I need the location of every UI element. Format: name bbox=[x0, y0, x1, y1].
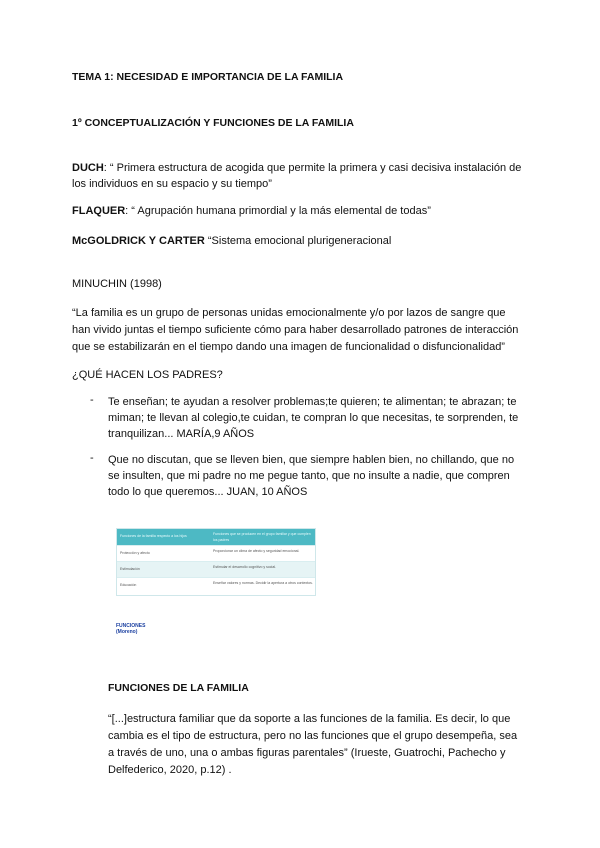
quote-line: Delfederico, 2020, p.12) . bbox=[108, 764, 232, 776]
table-cell: Protección y afecto bbox=[120, 551, 150, 555]
minuchin-line: que se estabilizarán en el tiempo dando una imagen de funcionalidad o disfuncionalidad” bbox=[72, 341, 505, 353]
quote-line: a través de uno, una o ambas figuras parentales” (Irueste, Guatrochi, Pachecho y bbox=[108, 747, 506, 759]
functions-quote bbox=[108, 711, 534, 779]
table-header-cell: Funciones que se producen en el grupo familiar y que cumplen los padres bbox=[213, 532, 311, 542]
table-cell: Estimular el desarrollo cognitivo y social. bbox=[213, 565, 277, 569]
author-flaquer: FLAQUER bbox=[72, 205, 126, 217]
minuchin-line: han vivido juntas el tiempo suficiente cómo para haber desarrollado patrones de interacción bbox=[72, 324, 519, 336]
table-cell: Estimulación bbox=[120, 567, 140, 571]
table-cell: Enseñar valores y normas. Decidir la apertura a otros contextos. bbox=[213, 581, 313, 585]
mcgoldrick-text: “Sistema emocional plurigeneracional bbox=[204, 235, 392, 247]
bullet-line: Te enseñan; te ayudan a resolver problemas;te quieren; te alimentan; te abrazan; te bbox=[108, 396, 517, 408]
bullet-item-maria bbox=[108, 394, 528, 442]
minuchin-heading: MINUCHIN (1998) bbox=[72, 278, 162, 290]
quote-line: cambia es el tipo de estructura, pero no las funciones que el grupo desempeña, sea bbox=[108, 730, 518, 742]
table-header-cell: Funciones de la familia respecto a los hijos bbox=[120, 534, 187, 538]
flaquer-text: : “ Agrupación humana primordial y la más elemental de todas” bbox=[125, 205, 431, 217]
table-header bbox=[117, 529, 315, 545]
table-caption-line: FUNCIONES bbox=[116, 623, 146, 629]
table-caption-line: (Moreno) bbox=[116, 629, 138, 635]
quote-line: “[...]estructura familiar que da soporte a las funciones de la familia. Es decir, lo que bbox=[108, 713, 511, 725]
author-duch: DUCH bbox=[72, 162, 104, 174]
section-heading-functions: FUNCIONES DE LA FAMILIA bbox=[108, 682, 249, 694]
section-heading-concept: 1º CONCEPTUALIZACIÓN Y FUNCIONES DE LA FAMILIA bbox=[72, 117, 354, 129]
bullet-dash: - bbox=[90, 394, 94, 406]
duch-text-1: : “ Primera estructura de acogida que permite la primera y casi decisiva instalación de bbox=[103, 162, 522, 174]
table-row bbox=[117, 545, 315, 561]
minuchin-line: “La familia es un grupo de personas unidas emocionalmente y/o por lazos de sangre que bbox=[72, 307, 506, 319]
definition-mcgoldrick bbox=[72, 233, 532, 249]
author-mcgoldrick: McGOLDRICK Y CARTER bbox=[72, 235, 205, 247]
bullet-line: miman; te llevan al colegio,te cuidan, te compran lo que necesitas, te sorprenden, te bbox=[108, 412, 519, 424]
table-row bbox=[117, 577, 315, 593]
table-caption bbox=[116, 623, 145, 635]
minuchin-quote bbox=[72, 305, 534, 356]
duch-text-2: los individuos en su espacio y su tiempo” bbox=[72, 178, 272, 190]
bullet-dash: - bbox=[90, 452, 94, 464]
table-cell: Proporcionar un clima de afecto y seguridad emocional. bbox=[213, 549, 300, 553]
table-cell: Educación bbox=[120, 583, 137, 587]
bullet-line: se insulten, que mi padre no me pegue tanto, que no insulte a nadie, que compren bbox=[108, 470, 510, 482]
bullet-line: todo lo que queremos... JUAN, 10 AÑOS bbox=[108, 486, 308, 498]
page-title: TEMA 1: NECESIDAD E IMPORTANCIA DE LA FAMILIA bbox=[72, 71, 344, 83]
question-heading: ¿QUÉ HACEN LOS PADRES? bbox=[72, 369, 223, 381]
definition-flaquer bbox=[72, 203, 532, 219]
bullet-item-juan bbox=[108, 452, 528, 500]
functions-table bbox=[116, 528, 316, 596]
table-row bbox=[117, 561, 315, 577]
bullet-line: tranquilizan... MARÍA,9 AÑOS bbox=[108, 428, 255, 440]
bullet-line: Que no discutan, que se lleven bien, que siempre hablen bien, no chillando, que no bbox=[108, 454, 515, 466]
definition-duch bbox=[72, 160, 532, 192]
